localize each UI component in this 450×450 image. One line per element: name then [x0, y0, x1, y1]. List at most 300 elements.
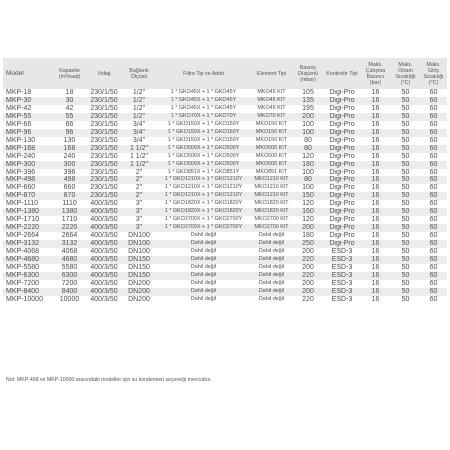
table-row [3, 113, 447, 121]
cell-controller: Digi-Pro [324, 240, 360, 248]
cell-model: MKP-6300 [3, 272, 53, 280]
cell-model: MKP-168 [3, 145, 53, 153]
cell-max-pressure: 16 [360, 256, 391, 264]
cell-element: MKO2700 KIT [251, 216, 292, 224]
cell-controller: Digi-Pro [324, 169, 360, 177]
cell-element: MKO45 KIT [251, 105, 292, 113]
cell-filter: 1 * GKO1820X + 1 * GKO1820Y [156, 208, 251, 216]
cell-max-inlet: 60 [420, 89, 447, 97]
cell-max-ambient: 50 [391, 224, 420, 232]
cell-controller: Digi-Pro [324, 232, 360, 240]
cell-max-inlet: 60 [420, 192, 447, 200]
cell-capacity: 96 [53, 129, 86, 137]
cell-model: MKP-42 [3, 105, 53, 113]
cell-controller: Digi-Pro [324, 121, 360, 129]
cell-model: MKP-7200 [3, 280, 53, 288]
cell-pressure-drop: 100 [292, 184, 324, 192]
cell-pressure-drop: 220 [292, 272, 324, 280]
cell-model: MKP-1710 [3, 216, 53, 224]
table-row [3, 272, 447, 280]
cell-model: MKP-55 [3, 113, 53, 121]
cell-max-ambient: 50 [391, 184, 420, 192]
cell-max-pressure: 16 [360, 208, 391, 216]
cell-max-inlet: 60 [420, 153, 447, 161]
cell-filter: Dahil değil [156, 288, 251, 296]
cell-capacity: 1110 [53, 200, 86, 208]
table-row [3, 176, 447, 184]
table-row [3, 89, 447, 97]
cell-connection: 3" [122, 208, 156, 216]
cell-controller: ESD-3 [324, 296, 360, 304]
cell-max-ambient: 50 [391, 105, 420, 113]
cell-max-ambient: 50 [391, 296, 420, 304]
cell-max-pressure: 16 [360, 280, 391, 288]
cell-filter: 1 * GKO1210X + 1 * GKO1210Y [156, 176, 251, 184]
cell-max-ambient: 50 [391, 256, 420, 264]
cell-filter: 1 * GKO500X + 1 * GKO500Y [156, 153, 251, 161]
cell-capacity: 396 [53, 169, 86, 177]
cell-voltage: 400/3/50 [86, 224, 122, 232]
cell-max-pressure: 16 [360, 153, 391, 161]
cell-max-pressure: 16 [360, 113, 391, 121]
cell-max-pressure: 16 [360, 296, 391, 304]
cell-max-pressure: 16 [360, 121, 391, 129]
cell-max-pressure: 16 [360, 264, 391, 272]
cell-max-ambient: 50 [391, 145, 420, 153]
cell-element: Dahil değil [251, 288, 292, 296]
column-header-model: Model [3, 58, 53, 89]
cell-connection: 3" [122, 200, 156, 208]
header-row [3, 58, 447, 89]
table-row [3, 97, 447, 105]
cell-element: Dahil değil [251, 248, 292, 256]
cell-max-ambient: 50 [391, 216, 420, 224]
cell-voltage: 400/3/50 [86, 280, 122, 288]
cell-pressure-drop: 100 [292, 121, 324, 129]
cell-max-ambient: 50 [391, 240, 420, 248]
cell-capacity: 130 [53, 137, 86, 145]
cell-connection: DN150 [122, 272, 156, 280]
cell-model: MKP-870 [3, 192, 53, 200]
cell-model: MKP-66 [3, 121, 53, 129]
cell-element: MKO1210 KIT [251, 184, 292, 192]
cell-capacity: 240 [53, 153, 86, 161]
cell-filter: 1 * GKO150X + 1 * GKO150Y [156, 137, 251, 145]
cell-voltage: 400/3/50 [86, 232, 122, 240]
cell-max-inlet: 60 [420, 137, 447, 145]
cell-max-ambient: 50 [391, 280, 420, 288]
cell-model: MKP-3132 [3, 240, 53, 248]
cell-max-inlet: 60 [420, 129, 447, 137]
cell-max-pressure: 16 [360, 89, 391, 97]
cell-connection: DN100 [122, 240, 156, 248]
cell-model: MKP-396 [3, 169, 53, 177]
cell-element: Dahil değil [251, 264, 292, 272]
cell-capacity: 1380 [53, 208, 86, 216]
cell-controller: Digi-Pro [324, 216, 360, 224]
table-row [3, 216, 447, 224]
cell-max-inlet: 60 [420, 161, 447, 169]
cell-max-inlet: 60 [420, 176, 447, 184]
column-header-max-pressure: Maks. Çalışma Basıncı (bar) [360, 58, 391, 89]
cell-pressure-drop: 200 [292, 264, 324, 272]
cell-connection: 1 1/2" [122, 145, 156, 153]
cell-voltage: 400/3/50 [86, 248, 122, 256]
cell-pressure-drop: 120 [292, 153, 324, 161]
cell-controller: Digi-Pro [324, 176, 360, 184]
cell-voltage: 400/3/50 [86, 256, 122, 264]
cell-connection: DN200 [122, 296, 156, 304]
table-row [3, 240, 447, 248]
cell-capacity: 2664 [53, 232, 86, 240]
cell-model: MKP-1380 [3, 208, 53, 216]
cell-element: MKO2700 KIT [251, 224, 292, 232]
table-row [3, 224, 447, 232]
column-header-pressure-drop: Basınç Düşümü (mbar) [292, 58, 324, 89]
cell-controller: Digi-Pro [324, 137, 360, 145]
cell-capacity: 10000 [53, 296, 86, 304]
cell-max-pressure: 16 [360, 232, 391, 240]
cell-connection: 1/2" [122, 105, 156, 113]
cell-controller: Digi-Pro [324, 161, 360, 169]
cell-controller: ESD-3 [324, 264, 360, 272]
spec-table-container [3, 58, 447, 304]
cell-controller: Digi-Pro [324, 97, 360, 105]
cell-model: MKP-2664 [3, 232, 53, 240]
cell-controller: Digi-Pro [324, 89, 360, 97]
cell-capacity: 55 [53, 113, 86, 121]
cell-model: MKP-4068 [3, 248, 53, 256]
cell-filter: Dahil değil [156, 256, 251, 264]
cell-element: MKO1820 KIT [251, 208, 292, 216]
cell-filter: Dahil değil [156, 240, 251, 248]
cell-filter: Dahil değil [156, 296, 251, 304]
cell-connection: 1/2" [122, 89, 156, 97]
cell-capacity: 498 [53, 176, 86, 184]
column-header-capacity: Kapasite (m³/saat) [53, 58, 86, 89]
cell-max-ambient: 50 [391, 192, 420, 200]
table-body [3, 89, 447, 304]
cell-max-inlet: 60 [420, 224, 447, 232]
cell-voltage: 400/3/50 [86, 296, 122, 304]
cell-pressure-drop: 180 [292, 161, 324, 169]
table-row [3, 288, 447, 296]
cell-model: MKP-30 [3, 97, 53, 105]
cell-max-ambient: 50 [391, 129, 420, 137]
table-row [3, 161, 447, 169]
cell-voltage: 230/1/50 [86, 137, 122, 145]
cell-max-ambient: 50 [391, 176, 420, 184]
cell-pressure-drop: 160 [292, 208, 324, 216]
table-row [3, 264, 447, 272]
cell-capacity: 4068 [53, 248, 86, 256]
cell-capacity: 168 [53, 145, 86, 153]
cell-controller: Digi-Pro [324, 184, 360, 192]
cell-element: MKO150 KIT [251, 121, 292, 129]
cell-connection: DN200 [122, 280, 156, 288]
cell-connection: 3/4" [122, 137, 156, 145]
cell-max-ambient: 50 [391, 137, 420, 145]
cell-max-inlet: 60 [420, 97, 447, 105]
cell-element: Dahil değil [251, 280, 292, 288]
cell-controller: ESD-3 [324, 248, 360, 256]
cell-voltage: 230/1/50 [86, 97, 122, 105]
table-row [3, 256, 447, 264]
cell-capacity: 18 [53, 89, 86, 97]
cell-connection: 2" [122, 169, 156, 177]
cell-max-pressure: 16 [360, 272, 391, 280]
cell-max-pressure: 16 [360, 105, 391, 113]
cell-element: Dahil değil [251, 272, 292, 280]
cell-controller: ESD-3 [324, 272, 360, 280]
cell-capacity: 6300 [53, 272, 86, 280]
cell-pressure-drop: 200 [292, 288, 324, 296]
cell-filter: 1 * GKO45X + 1 * GKO45Y [156, 89, 251, 97]
column-header-element: Element Tipi [251, 58, 292, 89]
cell-connection: 3" [122, 216, 156, 224]
cell-filter: 1 * GKO851X + 1 * GKO851Y [156, 169, 251, 177]
column-header-filter: Filtre Tip ve Adeti [156, 58, 251, 89]
cell-capacity: 870 [53, 192, 86, 200]
cell-voltage: 400/3/50 [86, 240, 122, 248]
cell-element: Dahil değil [251, 232, 292, 240]
cell-max-inlet: 60 [420, 121, 447, 129]
cell-controller: ESD-3 [324, 256, 360, 264]
cell-connection: DN200 [122, 288, 156, 296]
cell-max-pressure: 16 [360, 176, 391, 184]
cell-pressure-drop: 180 [292, 232, 324, 240]
cell-connection: 1/2" [122, 113, 156, 121]
cell-model: MKP-498 [3, 176, 53, 184]
cell-max-ambient: 50 [391, 97, 420, 105]
cell-pressure-drop: 220 [292, 256, 324, 264]
cell-max-ambient: 50 [391, 288, 420, 296]
cell-connection: 2" [122, 192, 156, 200]
cell-model: MKP-240 [3, 153, 53, 161]
cell-filter: 1 * GKO500X + 1 * GKO500Y [156, 145, 251, 153]
cell-voltage: 230/1/50 [86, 161, 122, 169]
cell-connection: 1 1/2" [122, 161, 156, 169]
cell-capacity: 8400 [53, 288, 86, 296]
cell-capacity: 660 [53, 184, 86, 192]
cell-voltage: 230/1/50 [86, 153, 122, 161]
cell-max-inlet: 60 [420, 248, 447, 256]
cell-max-inlet: 60 [420, 169, 447, 177]
cell-filter: 1 * GKO1210X + 1 * GKO1210Y [156, 184, 251, 192]
cell-pressure-drop: 80 [292, 176, 324, 184]
cell-voltage: 400/3/50 [86, 272, 122, 280]
cell-controller: Digi-Pro [324, 129, 360, 137]
cell-model: MKP-660 [3, 184, 53, 192]
cell-connection: 3" [122, 224, 156, 232]
cell-element: MKO500 KIT [251, 161, 292, 169]
cell-voltage: 230/1/50 [86, 105, 122, 113]
cell-voltage: 230/1/50 [86, 113, 122, 121]
cell-capacity: 1710 [53, 216, 86, 224]
cell-element: Dahil değil [251, 256, 292, 264]
cell-pressure-drop: 200 [292, 248, 324, 256]
column-header-controller: Kontrolör Tipi [324, 58, 360, 89]
cell-model: MKP-4680 [3, 256, 53, 264]
cell-element: MKO1210 KIT [251, 192, 292, 200]
cell-capacity: 4680 [53, 256, 86, 264]
cell-filter: 1 * GKO1210X + 1 * GKO1210Y [156, 192, 251, 200]
cell-connection: DN100 [122, 248, 156, 256]
cell-max-ambient: 50 [391, 169, 420, 177]
cell-capacity: 3132 [53, 240, 86, 248]
cell-max-pressure: 16 [360, 97, 391, 105]
cell-filter: 1 * GKO45X + 1 * GKO45Y [156, 97, 251, 105]
cell-filter: 1 * GKO70X + 1 * GKO70Y [156, 113, 251, 121]
cell-max-inlet: 60 [420, 296, 447, 304]
cell-controller: Digi-Pro [324, 224, 360, 232]
cell-max-ambient: 50 [391, 208, 420, 216]
cell-capacity: 42 [53, 105, 86, 113]
cell-max-pressure: 16 [360, 184, 391, 192]
cell-capacity: 5580 [53, 264, 86, 272]
cell-pressure-drop: 135 [292, 97, 324, 105]
cell-max-inlet: 60 [420, 200, 447, 208]
cell-model: MKP-10000 [3, 296, 53, 304]
cell-connection: DN100 [122, 232, 156, 240]
table-row [3, 129, 447, 137]
cell-max-pressure: 16 [360, 169, 391, 177]
cell-filter: Dahil değil [156, 232, 251, 240]
cell-filter: Dahil değil [156, 272, 251, 280]
cell-max-inlet: 60 [420, 145, 447, 153]
cell-max-pressure: 16 [360, 129, 391, 137]
cell-model: MKP-1110 [3, 200, 53, 208]
cell-pressure-drop: 80 [292, 145, 324, 153]
cell-model: MKP-8400 [3, 288, 53, 296]
cell-voltage: 230/1/50 [86, 129, 122, 137]
table-row [3, 169, 447, 177]
table-row [3, 280, 447, 288]
cell-element: Dahil değil [251, 296, 292, 304]
cell-model: MKP-5580 [3, 264, 53, 272]
cell-voltage: 230/1/50 [86, 121, 122, 129]
cell-max-inlet: 60 [420, 113, 447, 121]
cell-controller: ESD-3 [324, 288, 360, 296]
cell-model: MKP-96 [3, 129, 53, 137]
cell-pressure-drop: 195 [292, 105, 324, 113]
table-row [3, 232, 447, 240]
cell-connection: 1/2" [122, 97, 156, 105]
cell-capacity: 2220 [53, 224, 86, 232]
cell-element: MKO150 KIT [251, 129, 292, 137]
table-header [3, 58, 447, 89]
cell-max-inlet: 60 [420, 232, 447, 240]
column-header-max-ambient: Maks. Ortam Sıcaklığı (°C) [391, 58, 420, 89]
cell-max-pressure: 16 [360, 224, 391, 232]
table-row [3, 200, 447, 208]
table-row [3, 121, 447, 129]
cell-filter: 1 * GKO150X + 1 * GKO150Y [156, 129, 251, 137]
cell-max-pressure: 16 [360, 192, 391, 200]
cell-filter: Dahil değil [156, 248, 251, 256]
cell-max-pressure: 16 [360, 248, 391, 256]
cell-max-inlet: 60 [420, 208, 447, 216]
cell-connection: 1 1/2" [122, 153, 156, 161]
table-row [3, 296, 447, 304]
cell-pressure-drop: 200 [292, 113, 324, 121]
cell-max-ambient: 50 [391, 248, 420, 256]
cell-connection: DN150 [122, 264, 156, 272]
cell-connection: DN150 [122, 256, 156, 264]
cell-voltage: 400/3/50 [86, 208, 122, 216]
table-row [3, 208, 447, 216]
cell-pressure-drop: 100 [292, 169, 324, 177]
cell-element: MKO150 KIT [251, 137, 292, 145]
cell-max-ambient: 50 [391, 161, 420, 169]
cell-controller: Digi-Pro [324, 208, 360, 216]
cell-filter: 1 * GKO500X + 1 * GKO500Y [156, 161, 251, 169]
cell-controller: Digi-Pro [324, 200, 360, 208]
footnote: Not: MKP-498 ve MKP-10000 arasındaki modeller için su kondenseri seçeneği mevcuttur. [6, 377, 212, 383]
cell-element: MKO70 KIT [251, 113, 292, 121]
cell-voltage: 400/3/50 [86, 264, 122, 272]
table-row [3, 153, 447, 161]
cell-capacity: 300 [53, 161, 86, 169]
cell-voltage: 230/1/50 [86, 89, 122, 97]
column-header-connection: Bağlantı Ölçüsü [122, 58, 156, 89]
cell-controller: Digi-Pro [324, 145, 360, 153]
cell-max-ambient: 50 [391, 113, 420, 121]
cell-connection: 3/4" [122, 129, 156, 137]
cell-filter: 1 * GKO150X + 1 * GKO150Y [156, 121, 251, 129]
cell-max-inlet: 60 [420, 240, 447, 248]
cell-max-ambient: 50 [391, 272, 420, 280]
cell-voltage: 230/1/50 [86, 176, 122, 184]
cell-voltage: 400/3/50 [86, 216, 122, 224]
cell-filter: 1 * GKO1820X + 1 * GKO1820Y [156, 200, 251, 208]
cell-capacity: 30 [53, 97, 86, 105]
cell-max-pressure: 16 [360, 216, 391, 224]
cell-connection: 2" [122, 184, 156, 192]
cell-model: MKP-300 [3, 161, 53, 169]
spec-table [3, 58, 447, 304]
cell-pressure-drop: 150 [292, 192, 324, 200]
table-row [3, 105, 447, 113]
cell-voltage: 400/3/50 [86, 200, 122, 208]
cell-element: MKO500 KIT [251, 153, 292, 161]
column-header-voltage: Voltaj [86, 58, 122, 89]
cell-pressure-drop: 220 [292, 296, 324, 304]
cell-pressure-drop: 120 [292, 200, 324, 208]
cell-model: MKP-2220 [3, 224, 53, 232]
cell-controller: Digi-Pro [324, 105, 360, 113]
cell-element: MKO1210 KIT [251, 176, 292, 184]
cell-element: MKO1820 KIT [251, 200, 292, 208]
table-row [3, 137, 447, 145]
cell-pressure-drop: 105 [292, 89, 324, 97]
cell-element: MKO45 KIT [251, 89, 292, 97]
cell-controller: Digi-Pro [324, 153, 360, 161]
cell-max-ambient: 50 [391, 264, 420, 272]
cell-filter: 1 * GKO2700X + 1 * GKO2700Y [156, 224, 251, 232]
cell-model: MKP-130 [3, 137, 53, 145]
table-row [3, 248, 447, 256]
cell-max-ambient: 50 [391, 232, 420, 240]
cell-max-inlet: 60 [420, 216, 447, 224]
cell-element: MKO500 KIT [251, 145, 292, 153]
cell-max-pressure: 16 [360, 200, 391, 208]
cell-voltage: 230/1/50 [86, 145, 122, 153]
cell-max-inlet: 60 [420, 256, 447, 264]
cell-controller: ESD-3 [324, 280, 360, 288]
cell-filter: Dahil değil [156, 280, 251, 288]
cell-max-inlet: 60 [420, 105, 447, 113]
